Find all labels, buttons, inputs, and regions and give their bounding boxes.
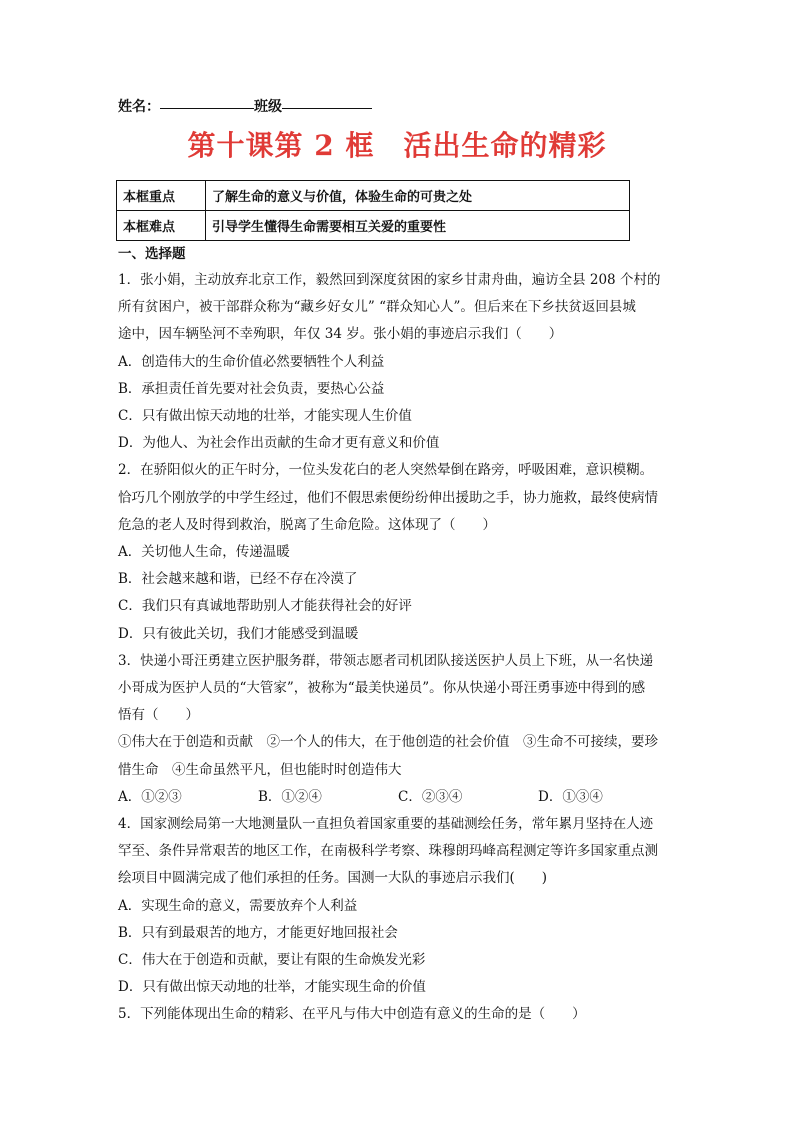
question-4-option-a: A．实现生命的意义，需要放弃个人利益 — [118, 897, 358, 914]
lesson-title: 第十课第 2 框 活出生命的精彩 — [187, 129, 607, 162]
question-1-stem: 1．张小娟，主动放弃北京工作，毅然回到深度贫困的家乡甘肃舟曲，遍访全县 208 个村的 — [118, 272, 661, 288]
name-label: 姓名： — [118, 99, 160, 115]
table-row — [117, 211, 630, 241]
question-4-stem: 绘项目中圆满完成了他们承担的任务。国测一大队的事迹启示我们( ) — [118, 870, 548, 887]
question-4-option-b: B．只有到最艰苦的地方，才能更好地回报社会 — [118, 924, 398, 941]
key-point-value: 了解生命的意义与价值，体验生命的可贵之处 — [206, 181, 630, 211]
question-1-stem: 所有贫困户，被干部群众称为“藏乡好女儿” “群众知心人”。但后来在下乡扶贫返回县城 — [118, 299, 636, 316]
question-1-option-b: B．承担责任首先要对社会负责，要热心公益 — [118, 380, 385, 397]
question-1-option-c: C．只有做出惊天动地的壮举，才能实现人生价值 — [118, 408, 412, 425]
key-point-label: 本框重点 — [117, 181, 206, 211]
question-4-option-c: C．伟大在于创造和贡献，要让有限的生命焕发光彩 — [118, 952, 426, 969]
name-blank — [160, 107, 254, 109]
question-1-option-d: D．为他人、为社会作出贡献的生命才更有意义和价值 — [118, 435, 440, 452]
question-2-stem: 恰巧几个刚放学的中学生经过，他们不假思索便纷纷伸出援助之手，协力施救，最终使病情 — [118, 489, 658, 506]
question-3-option-b: B．①②④ — [258, 788, 322, 805]
class-blank — [282, 107, 372, 109]
question-2-option-c: C．我们只有真诚地帮助别人才能获得社会的好评 — [118, 598, 412, 615]
question-3-stem: 悟有（ ） — [118, 707, 199, 724]
question-3-option-c: C．②③④ — [398, 788, 463, 805]
section-title: 一、选择题 — [118, 246, 186, 262]
question-3-statements: 惜生命 ④生命虽然平凡，但也能时时创造伟大 — [118, 761, 402, 778]
question-2-stem: 2．在骄阳似火的正午时分，一位头发花白的老人突然晕倒在路旁，呼吸困难，意识模糊。 — [118, 462, 654, 479]
question-4-option-d: D．只有做出惊天动地的壮举，才能实现生命的价值 — [118, 979, 426, 996]
question-3-stem: 3．快递小哥汪勇建立医护服务群，带领志愿者司机团队接送医护人员上下班，从一名快递 — [118, 652, 654, 669]
difficulty-label: 本框难点 — [117, 211, 206, 241]
question-content — [118, 244, 678, 1029]
question-3-option-d: D．①③④ — [538, 788, 603, 805]
question-2-option-a: A．关切他人生命，传递温暖 — [118, 544, 290, 561]
table-row — [117, 181, 630, 211]
question-2-option-b: B．社会越来越和谐，已经不存在冷漠了 — [118, 571, 358, 588]
lesson-info-table — [116, 180, 630, 241]
question-2-stem: 危急的老人及时得到救治，脱离了生命危险。这体现了（ ） — [118, 516, 496, 533]
class-label: 班级 — [254, 99, 282, 115]
difficulty-value: 引导学生懂得生命需要相互关爱的重要性 — [206, 211, 630, 241]
question-3-statements: ①伟大在于创造和贡献 ②一个人的伟大，在于他创造的社会价值 ③生命不可接续，要珍 — [118, 734, 658, 751]
student-info-line — [118, 96, 372, 116]
question-3-options — [118, 784, 678, 811]
question-1-stem: 途中，因车辆坠河不幸殉职，年仅 34 岁。张小娟的事迹启示我们（ ） — [118, 326, 563, 343]
question-4-stem: 4．国家测绘局第一大地测量队一直担负着国家重要的基础测绘任务，常年累月坚持在人迹 — [118, 816, 654, 833]
question-5-stem: 5．下列能体现出生命的精彩、在平凡与伟大中创造有意义的生命的是（ ） — [118, 1006, 586, 1023]
question-2-option-d: D．只有彼此关切，我们才能感受到温暖 — [118, 625, 359, 642]
question-3-stem: 小哥成为医护人员的“大管家”，被称为“最美快递员”。你从快递小哥汪勇事迹中得到的感 — [118, 680, 646, 697]
question-3-option-a: A．①②③ — [118, 788, 182, 805]
question-4-stem: 罕至、条件异常艰苦的地区工作，在南极科学考察、珠穆朗玛峰高程测定等许多国家重点测 — [118, 843, 658, 860]
question-1-option-a: A．创造伟大的生命价值必然要牺牲个人利益 — [118, 353, 385, 370]
